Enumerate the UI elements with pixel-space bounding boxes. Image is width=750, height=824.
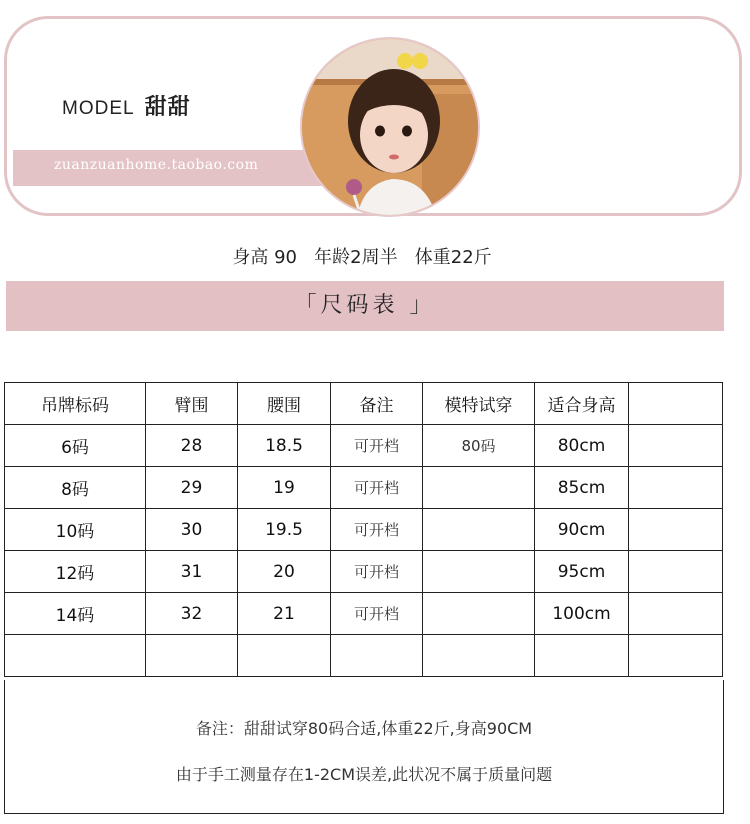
- model-label-text: MODEL: [62, 98, 135, 119]
- table-cell: 20: [238, 551, 331, 593]
- table-cell: 90cm: [535, 509, 629, 551]
- table-cell: 31: [146, 551, 238, 593]
- header-cell: 吊牌标码: [5, 383, 146, 425]
- table-cell: 21: [238, 593, 331, 635]
- model-photo: [300, 37, 480, 217]
- table-cell: 12码: [5, 551, 146, 593]
- table-cell: [423, 551, 535, 593]
- table-cell: [629, 467, 723, 509]
- table-cell: 19.5: [238, 509, 331, 551]
- table-cell: 19: [238, 467, 331, 509]
- table-cell: 18.5: [238, 425, 331, 467]
- table-cell: 29: [146, 467, 238, 509]
- header-cell: 备注: [331, 383, 423, 425]
- table-cell: [629, 635, 723, 677]
- shop-url: zuanzuanhome.taobao.com: [54, 157, 259, 173]
- table-cell: 95cm: [535, 551, 629, 593]
- table-cell: 28: [146, 425, 238, 467]
- table-cell: [629, 509, 723, 551]
- table-row: [5, 551, 723, 593]
- notes-box: [4, 680, 724, 814]
- table-row: [5, 593, 723, 635]
- table-cell: 14码: [5, 593, 146, 635]
- table-cell: [238, 635, 331, 677]
- header-cell: [629, 383, 723, 425]
- model-stats: 身高 90 年龄2周半 体重22斤: [232, 247, 492, 268]
- table-row-empty: [5, 635, 723, 677]
- table-cell: 可开档: [331, 467, 423, 509]
- size-chart-band: [6, 281, 724, 331]
- model-name: 甜甜: [144, 94, 191, 119]
- table-cell: 10码: [5, 509, 146, 551]
- model-label: [62, 90, 191, 121]
- table-cell: [535, 635, 629, 677]
- table-cell: [423, 467, 535, 509]
- header-cell: 腰围: [238, 383, 331, 425]
- table-cell: 可开档: [331, 593, 423, 635]
- table-cell: 30: [146, 509, 238, 551]
- table-cell: 100cm: [535, 593, 629, 635]
- size-chart-title: 「尺码表 」: [294, 293, 436, 318]
- table-cell: 8码: [5, 467, 146, 509]
- table-cell: 可开档: [331, 551, 423, 593]
- note-fit: 备注：甜甜试穿80码合适,体重22斤,身高90CM: [195, 719, 533, 738]
- table-cell: [331, 635, 423, 677]
- table-cell: [146, 635, 238, 677]
- table-cell: [629, 593, 723, 635]
- table-cell: [5, 635, 146, 677]
- table-cell: 32: [146, 593, 238, 635]
- table-cell: 可开档: [331, 509, 423, 551]
- header-cell: 臂围: [146, 383, 238, 425]
- table-row: [5, 467, 723, 509]
- note-measurement: 由于手工测量存在1-2CM误差,此状况不属于质量问题: [175, 765, 553, 784]
- table-row: [5, 425, 723, 467]
- header-cell: 适合身高: [535, 383, 629, 425]
- table-cell: [629, 551, 723, 593]
- model-photo-illustration: [302, 39, 480, 217]
- table-cell: [423, 593, 535, 635]
- table-header-row: [5, 383, 723, 425]
- table-cell: [423, 509, 535, 551]
- table-cell: 可开档: [331, 425, 423, 467]
- table-cell: 6码: [5, 425, 146, 467]
- table-cell: 80cm: [535, 425, 629, 467]
- size-table: [4, 382, 723, 677]
- table-cell: 85cm: [535, 467, 629, 509]
- table-cell: [423, 635, 535, 677]
- header-cell: 模特试穿: [423, 383, 535, 425]
- table-row: [5, 509, 723, 551]
- table-cell: [629, 425, 723, 467]
- table-cell: 80码: [423, 425, 535, 467]
